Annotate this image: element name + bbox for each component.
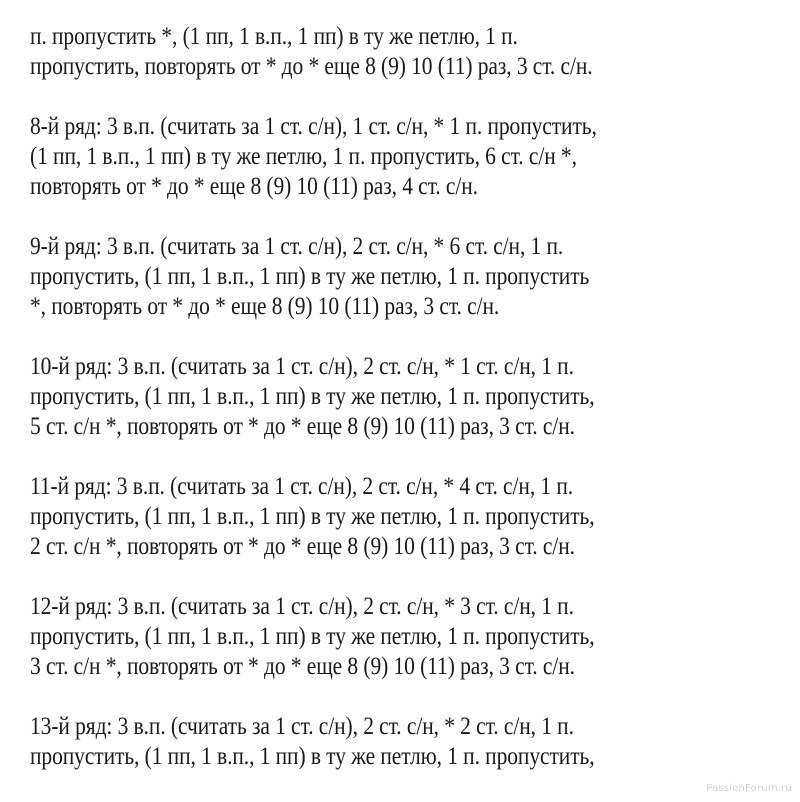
paragraph-row-12 (30, 592, 790, 682)
text-line: пропустить, (1 пп, 1 в.п., 1 пп) в ту же петлю, 1 п. пропустить (30, 263, 590, 290)
paragraph-row-8 (30, 112, 790, 202)
text-line: 13-й ряд: 3 в.п. (считать за 1 ст. с/н), 2 ст. с/н, * 2 ст. с/н, 1 п. (30, 713, 574, 740)
text-line: 8-й ряд: 3 в.п. (считать за 1 ст. с/н), 1 ст. с/н, * 1 п. пропустить, (30, 113, 597, 140)
text-line: пропустить, повторять от * до * еще 8 (9) 10 (11) раз, 3 ст. с/н. (30, 53, 593, 80)
watermark: PassionForum.ru (706, 783, 792, 794)
text-line: п. пропустить *, (1 пп, 1 в.п., 1 пп) в ту же петлю, 1 п. (30, 23, 518, 50)
paragraph-row-13 (30, 712, 790, 772)
paragraph-row-7-end (30, 22, 790, 82)
text-line: 12-й ряд: 3 в.п. (считать за 1 ст. с/н), 2 ст. с/н, * 3 ст. с/н, 1 п. (30, 593, 574, 620)
text-line: 2 ст. с/н *, повторять от * до * еще 8 (9) 10 (11) раз, 3 ст. с/н. (30, 533, 575, 560)
paragraph-row-11 (30, 472, 790, 562)
text-line: 9-й ряд: 3 в.п. (считать за 1 ст. с/н), 2 ст. с/н, * 6 ст. с/н, 1 п. (30, 233, 564, 260)
paragraph-row-9 (30, 232, 790, 322)
text-line: 10-й ряд: 3 в.п. (считать за 1 ст. с/н), 2 ст. с/н, * 1 ст. с/н, 1 п. (30, 353, 574, 380)
text-line: *, повторять от * до * еще 8 (9) 10 (11) раз, 3 ст. с/н. (30, 293, 500, 320)
text-line: 3 ст. с/н *, повторять от * до * еще 8 (9) 10 (11) раз, 3 ст. с/н. (30, 653, 575, 680)
text-line: 11-й ряд: 3 в.п. (считать за 1 ст. с/н), 2 ст. с/н, * 4 ст. с/н, 1 п. (30, 473, 574, 500)
text-line: пропустить, (1 пп, 1 в.п., 1 пп) в ту же петлю, 1 п. пропустить, (30, 743, 595, 770)
text-line: пропустить, (1 пп, 1 в.п., 1 пп) в ту же петлю, 1 п. пропустить, (30, 383, 595, 410)
text-line: пропустить, (1 пп, 1 в.п., 1 пп) в ту же петлю, 1 п. пропустить, (30, 503, 595, 530)
document-page (30, 22, 790, 802)
text-line: повторять от * до * еще 8 (9) 10 (11) раз, 4 ст. с/н. (30, 173, 478, 200)
text-line: 5 ст. с/н *, повторять от * до * еще 8 (9) 10 (11) раз, 3 ст. с/н. (30, 413, 575, 440)
paragraph-row-10 (30, 352, 790, 442)
text-line: пропустить, (1 пп, 1 в.п., 1 пп) в ту же петлю, 1 п. пропустить, (30, 623, 595, 650)
text-line: (1 пп, 1 в.п., 1 пп) в ту же петлю, 1 п. пропустить, 6 ст. с/н *, (30, 143, 577, 170)
